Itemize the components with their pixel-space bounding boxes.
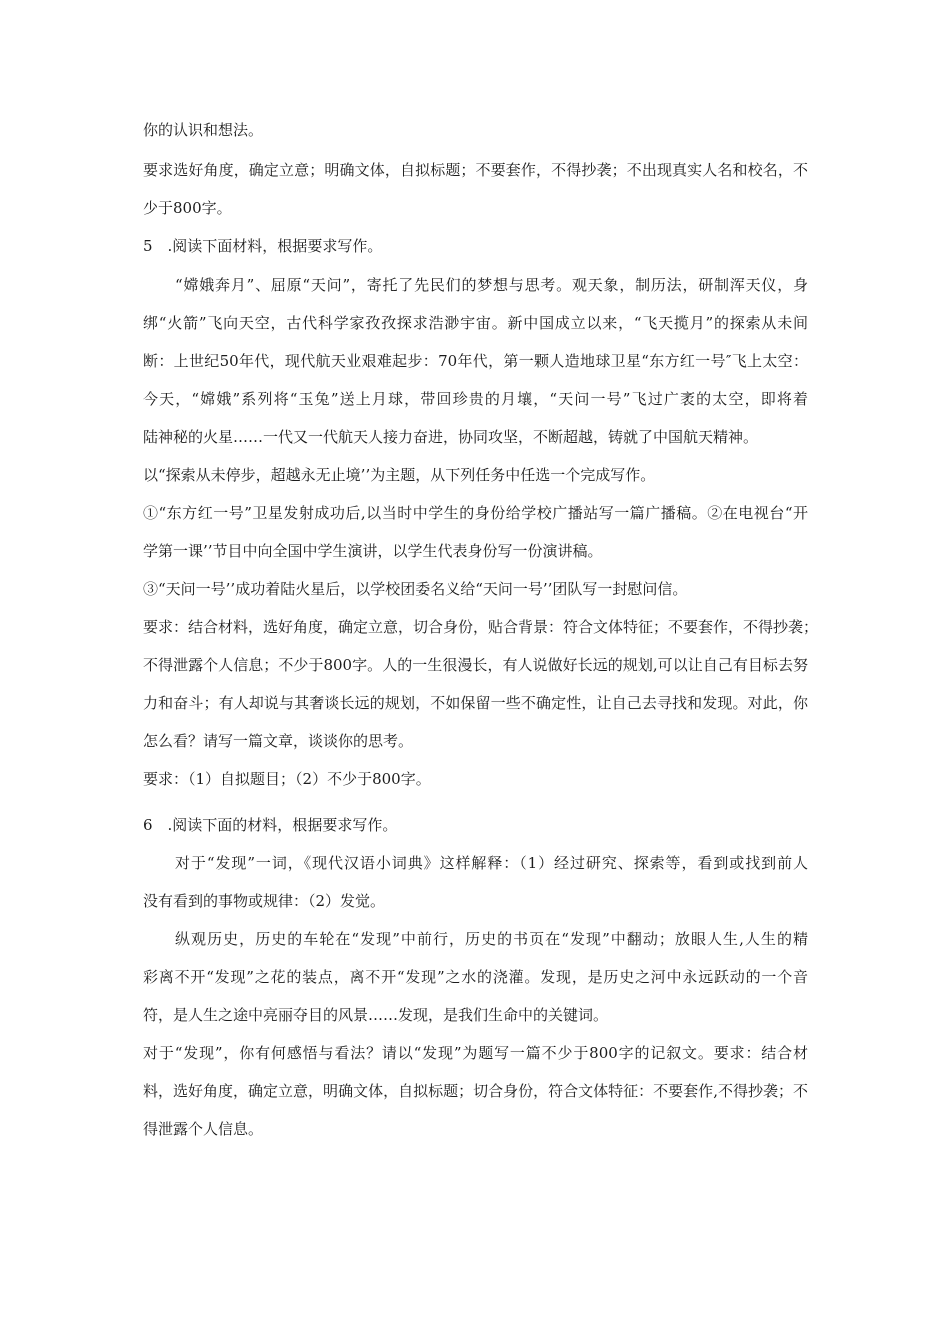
q5-task-line: ①“东方红一号”卫星发射成功后,以当时中学生的身份给学校广播站写一篇广播稿。②在电视台“开 <box>143 504 808 522</box>
q5-material-line: “嫦娥奔月”、屈原“天问”，寄托了先民们的梦想与思考。观天象，制历法，研制浑天仪，身 <box>175 276 808 294</box>
prompt-requirement-line: 要求：（1）自拟题目；（2）不少于800字。 <box>143 770 431 788</box>
q5-material-line: 陆神秘的火星……一代又一代航天人接力奋进，协同攻坚，不断超越，铸就了中国航天精神。 <box>143 428 759 446</box>
q6-material-line: 纵观历史，历史的车轮在“发现”中前行，历史的书页在“发现”中翻动；放眼人生,人生的精 <box>175 930 808 948</box>
q5-material-line: 绑“火箭”飞向天空，古代科学家孜孜探求浩渺宇宙。新中国成立以来，“飞天揽月”的探索从未间 <box>143 314 808 332</box>
text-line-requirements: 要求选好角度，确定立意；明确文体，自拟标题；不要套作，不得抄袭；不出现真实人名和校名，不 <box>143 161 808 179</box>
text-line-requirements-cont: 少于800字。 <box>143 199 232 217</box>
q6-material-line: 没有看到的事物或规律：（2）发觉。 <box>143 892 386 910</box>
q5-task-line: ③“天问一号’’成功着陆火星后，以学校团委名义给“天问一号’’团队写一封慰问信。 <box>143 580 688 598</box>
q5-requirement-line: 不得泄露个人信息；不少于800字。人的一生很漫长，有人说做好长远的规划,可以让自己有目标去努 <box>143 656 808 674</box>
q6-requirement-line: 得泄露个人信息。 <box>143 1120 264 1138</box>
q6-requirement-line: 料，选好角度，确定立意，明确文体，自拟标题；切合身份，符合文体特征：不要套作,不得抄袭；不 <box>143 1082 808 1100</box>
q5-material-line: 今天，“嫦娥”系列将“玉兔”送上月球，带回珍贵的月壤，“天问一号”飞过广袤的太空，即将着 <box>143 390 808 408</box>
q5-task-line: 学第一课’’节目中向全国中学生演讲，以学生代表身份写一份演讲稿。 <box>143 542 603 560</box>
q6-material-line: 对于“发现”一词，《现代汉语小词典》这样解释：（1）经过研究、探索等，看到或找到前人 <box>175 854 808 872</box>
q6-material-line: 彩离不开“发现”之花的装点，离不开“发现”之水的浇灌。发现，是历史之河中永远跃动的一个音 <box>143 968 808 986</box>
q6-material-line: 符，是人生之途中亮丽夺目的风景……发现，是我们生命中的关键词。 <box>143 1006 609 1024</box>
prompt-line: 怎么看？请写一篇文章，谈谈你的思考。 <box>143 732 414 750</box>
q6-requirement-line: 对于“发现”，你有何感悟与看法？请以“发现”为题写一篇不少于800字的记叙文。要求：结合材 <box>143 1044 808 1062</box>
prompt-line: 力和奋斗；有人却说与其奢谈长远的规划，不如保留一些不确定性，让自己去寻找和发现。对此，你 <box>143 694 808 712</box>
q5-requirement-line: 要求：结合材料，选好角度，确定立意，切合身份，贴合背景：符合文体特征；不要套作，不得抄袭； <box>143 618 819 636</box>
q5-material-line: 断：上世纪50年代，现代航天业艰难起步：70年代，第一颗人造地球卫星“东方红一号″飞上太空： <box>143 352 808 370</box>
question-5-heading: 5 .阅读下面材料，根据要求写作。 <box>143 237 383 255</box>
q5-theme-line: 以“探索从未停步，超越永无止境’’为主题，从下列任务中任选一个完成写作。 <box>143 466 656 484</box>
question-6-heading: 6 .阅读下面的材料，根据要求写作。 <box>143 816 398 834</box>
text-line-previous-prompt-end: 你的认识和想法。 <box>143 121 264 139</box>
